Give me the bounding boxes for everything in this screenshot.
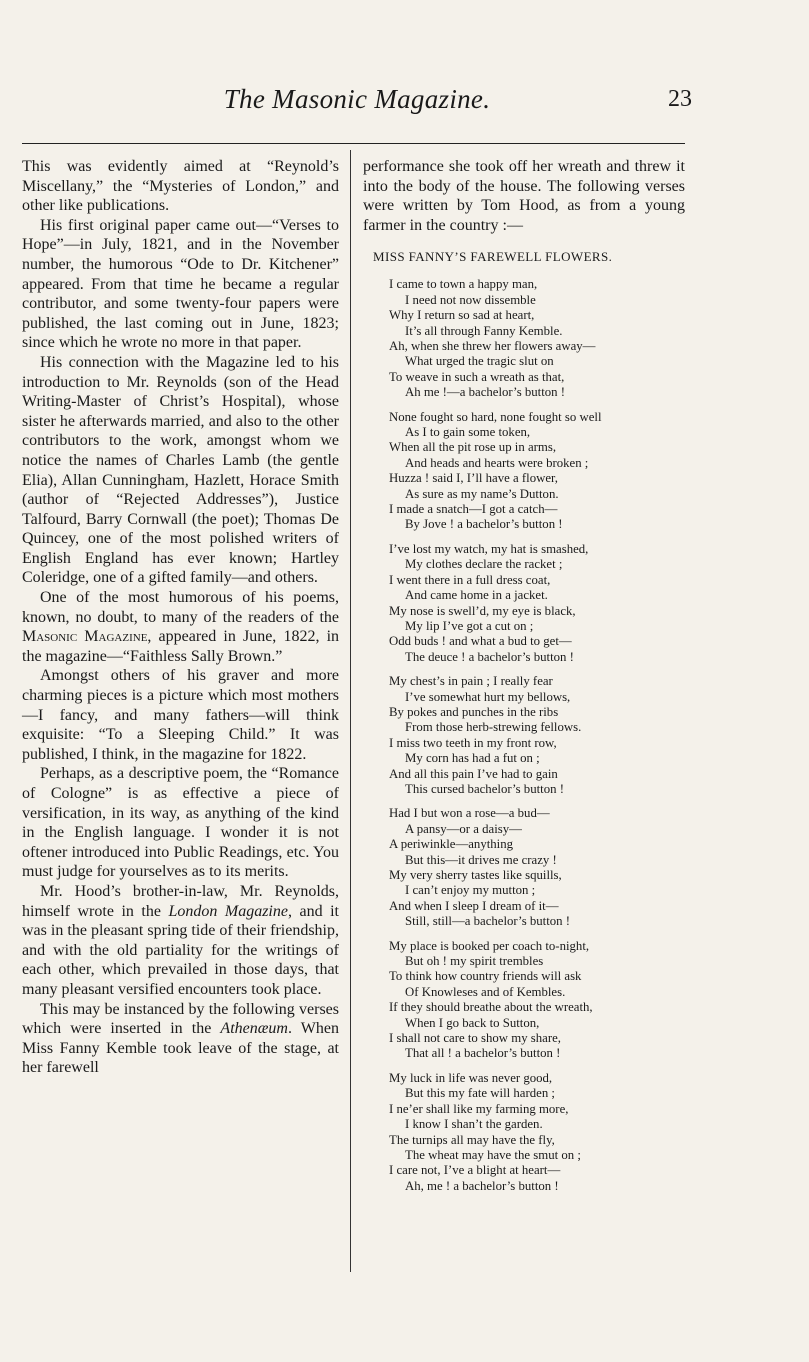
poem-line: I made a snatch—I got a catch— [389, 502, 558, 517]
poem-line: What urged the tragic slut on [405, 354, 554, 369]
poem-line: But this my fate will harden ; [405, 1086, 555, 1101]
right-column [363, 157, 685, 1203]
poem-line: A pansy—or a daisy— [405, 821, 522, 836]
poem-line: When all the pit rose up in arms, [389, 440, 557, 455]
poem-line: By Jove ! a bachelor’s button ! [405, 517, 563, 532]
poem-stanza [389, 1071, 685, 1194]
paragraph: His connection with the Magazine led to his introduction to Mr. Reynolds (son of the Head Writing-Master of Christ’s Hospital), whose sister he afterwards married, and also to the other contributors to the work, amongst whom we notice the names of Charles Lamb (the gentle Elia), Allan Cunningham, Hazlett, Horace Smith (author of “Rejected Addresses”), Justice Talfourd, Barry Cornwall (the poet); Thomas De Quincey, one of the most polished writers of English England has ever known; Hartley Coleridge, one of a gifted family—and others. [22, 353, 339, 587]
poem-line: It’s all through Fanny Kemble. [405, 323, 563, 338]
paragraph-text: One of the most humorous of his poems, known, no doubt, to many of the readers of the [22, 589, 339, 626]
paragraph-text: , and it was in the pleasant spring tide of their friendship, and with the old partiality for the writings of each other, which prevailed in those days, that many pleasant versified encounters took place. [22, 902, 339, 998]
publication-title: London Magazine [168, 902, 288, 920]
poem-line: I miss two teeth in my front row, [389, 735, 557, 750]
paragraph: His first original paper came out—“Verses to Hope”—in July, 1821, and in the November number, the humorous “Ode to Dr. Kitchener” appeared. From that time he became a regular contributor, and some twenty-four papers were published, the last coming out in June, 1823; since which he wrote no more in that paper. [22, 216, 339, 352]
paragraph-text: . When Miss Fanny Kemble took leave of the stage, at her farewell [22, 1020, 339, 1077]
poem-stanza [389, 542, 685, 665]
poem-stanza [389, 939, 685, 1062]
poem-intro: performance she took off her wreath and threw it into the body of the house. The following verses were written by Tom Hood, as from a young farmer in the country :— [363, 158, 685, 234]
poem-line: A periwinkle—anything [389, 837, 514, 852]
magazine-name: Masonic Magazine [22, 628, 148, 646]
poem-line: That all ! a bachelor’s button ! [405, 1046, 561, 1061]
poem-line: As I to gain some token, [405, 425, 531, 440]
header-rule [22, 143, 685, 144]
poem-line: If they should breathe about the wreath, [389, 1000, 593, 1015]
poem-line: My lip I’ve got a cut on ; [405, 618, 534, 633]
poem-line: Ah me !—a bachelor’s button ! [405, 385, 566, 400]
poem-line: The wheat may have the smut on ; [405, 1147, 581, 1162]
running-title: The Masonic Magazine. [223, 84, 491, 114]
poem-line: I can’t enjoy my mutton ; [405, 883, 536, 898]
poem-line: As sure as my name’s Dutton. [405, 486, 559, 501]
poem-line: I’ve somewhat hurt my bellows, [405, 689, 571, 704]
poem-line: Had I but won a rose—a bud— [389, 806, 550, 821]
paragraph [22, 588, 339, 666]
poem-line: My place is booked per coach to-night, [389, 938, 590, 953]
poem-line: My clothes declare the racket ; [405, 557, 563, 572]
poem-line: Ah, when she threw her flowers away— [389, 339, 596, 353]
paragraph [22, 1000, 339, 1078]
poem-line: Huzza ! said I, I’ll have a flower, [389, 471, 558, 486]
poem-line: The turnips all may have the fly, [389, 1132, 555, 1147]
poem-stanza [389, 674, 685, 797]
paragraph-text: This may be instanced by the following verses which were inserted in the [22, 1000, 339, 1038]
poem-line: To weave in such a wreath as that, [389, 369, 565, 384]
poem-line: And when I sleep I dream of it— [389, 898, 559, 913]
poem-line: And came home in a jacket. [405, 588, 548, 603]
poem-stanza [389, 806, 685, 929]
poem-line: Why I return so sad at heart, [389, 308, 535, 323]
poem-title: MISS FANNY’S FAREWELL FLOWERS. [373, 249, 613, 265]
poem-line: My luck in life was never good, [389, 1070, 553, 1085]
poem-line: I went there in a full dress coat, [389, 572, 551, 587]
paragraph: Perhaps, as a descriptive poem, the “Romance of Cologne” is as effective a piece of versification, in its way, as anything of the kind in the English language. I wonder it is not oftener introduced into Public Readings, etc. You must judge for yourselves as to its merits. [22, 765, 339, 881]
poem-line: The deuce ! a bachelor’s button ! [405, 649, 574, 664]
poem-line: My very sherry tastes like squills, [389, 868, 562, 882]
poem-line: My corn has had a fut on ; [405, 751, 540, 766]
poem-line: To think how country friends will ask [389, 969, 582, 984]
poem-line: I need not now dissemble [405, 292, 536, 307]
poem-line: Still, still—a bachelor’s button ! [405, 914, 571, 929]
page-number: 23 [668, 86, 692, 112]
poem-line: My nose is swell’d, my eye is black, [389, 603, 576, 618]
poem-line: Ah, me ! a bachelor’s button ! [405, 1178, 559, 1193]
column-divider [350, 150, 351, 1272]
poem-line: When I go back to Sutton, [405, 1015, 540, 1030]
publication-title: Athenæum [220, 1020, 288, 1038]
poem-line: I came to town a happy man, [389, 277, 538, 292]
poem-line: I know I shan’t the garden. [405, 1117, 543, 1132]
poem-line: By pokes and punches in the ribs [389, 704, 559, 719]
poem-line: I ne’er shall like my farming more, [389, 1101, 569, 1116]
poem-line: From those herb-strewing fellows. [405, 720, 582, 735]
poem-line: And heads and hearts were broken ; [405, 455, 589, 470]
paragraph: Amongst others of his graver and more charming pieces is a picture which most mothers—I fancy, and many fathers—will think exquisite: “To a Sleeping Child.” It was published, I think, in the magazine for 1822. [22, 667, 339, 763]
poem-line: My chest’s in pain ; I really fear [389, 674, 553, 689]
left-column [22, 157, 339, 1078]
poem-line: I care not, I’ve a blight at heart— [389, 1163, 561, 1178]
poem-stanza [389, 277, 685, 400]
paragraph-text: Mr. Hood’s brother-in-law, Mr. Reynolds, himself wrote in the [22, 882, 339, 920]
poem-line: Odd buds ! and what a bud to get— [389, 634, 572, 649]
paragraph [22, 882, 339, 1000]
poem-stanza [389, 410, 685, 533]
poem-line: And all this pain I’ve had to gain [389, 766, 558, 781]
poem-line: This cursed bachelor’s button ! [405, 781, 564, 796]
poem-line: None fought so hard, none fought so well [389, 409, 602, 424]
poem-line: But this—it drives me crazy ! [405, 852, 557, 867]
paragraph-text: , appeared in June, 1822, in the magazine—“Faithless Sally Brown.” [22, 628, 340, 665]
poem-line: I’ve lost my watch, my hat is smashed, [389, 541, 589, 556]
poem-body [363, 277, 685, 1194]
poem-line: Of Knowleses and of Kembles. [405, 984, 566, 999]
poem-line: But oh ! my spirit trembles [405, 954, 544, 969]
page-header [22, 84, 692, 124]
paragraph: This was evidently aimed at “Reynold’s Miscellany,” the “Mysteries of London,” and other like publications. [22, 158, 339, 215]
poem-line: I shall not care to show my share, [389, 1031, 562, 1046]
